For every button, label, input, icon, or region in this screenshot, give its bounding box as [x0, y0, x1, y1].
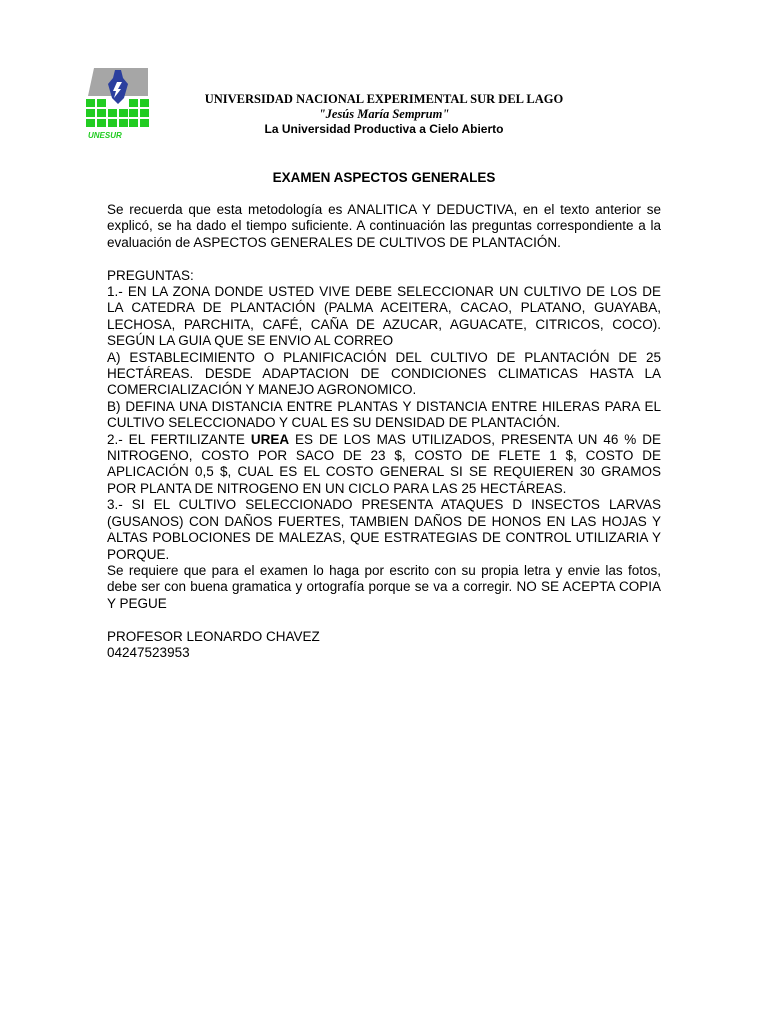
question-2	[107, 432, 661, 498]
question-3: 3.- SI EL CULTIVO SELECCIONADO PRESENTA ATAQUES D INSECTOS LARVAS (GUSANOS) CON DAÑOS FUERTES, TAMBIEN DAÑOS DE HONOS EN LAS HOJAS Y ALTAS POBLOCIONES DE MALEZAS, QUE ESTRATEGIAS DE CONTROL UTILIZARIA Y PORQUE.	[107, 497, 661, 562]
university-slogan: La Universidad Productiva a Cielo Abierto	[264, 122, 504, 136]
questions-heading: PREGUNTAS:	[107, 267, 194, 283]
question-1: 1.- EN LA ZONA DONDE USTED VIVE DEBE SELECCIONAR UN CULTIVO DE LOS DE LA CATEDRA DE PLANTACIÓN (PALMA ACEITERA, CACAO, PLATANO, GUAYABA, LECHOSA, PARCHITA, CAFÉ, CAÑA DE AZUCAR, AGUACATE, CITRICOS, COCO). SEGÚN LA GUIA QUE SE ENVIO AL CORREO	[107, 284, 661, 349]
spacer	[107, 251, 661, 267]
letterhead	[160, 92, 608, 137]
professor-name: PROFESOR LEONARDO CHAVEZ	[107, 628, 320, 644]
logo-wordmark: UNESUR	[88, 131, 122, 140]
question-1a: A) ESTABLECIMIENTO O PLANIFICACIÓN DEL CULTIVO DE PLANTACIÓN DE 25 HECTÁREAS. DESDE ADAPTACION DE CONDICIONES CLIMATICAS HASTA LA COMERCIALIZACIÓN Y MANEJO AGRONOMICO.	[107, 349, 661, 398]
university-honoree: "Jesús María Semprum"	[318, 107, 450, 121]
question-2-intro: 2.- EL FERTILIZANTE	[107, 431, 251, 447]
question-2-rest: ES DE LOS MAS UTILIZADOS, PRESENTA UN 46 % DE NITROGENO, COSTO POR SACO DE 23 $, COSTO DE FLETE 1 $, COSTO DE APLICACIÓN 0,5 $, CUAL ES EL COSTO GENERAL SI SE REQUIEREN 30 GRAMOS POR PLANTA DE NITROGENO EN UN CICLO PARA LAS 25 HECTÁREAS.	[107, 431, 661, 496]
exam-title: EXAMEN ASPECTOS GENERALES	[272, 170, 496, 185]
university-name: UNIVERSIDAD NACIONAL EXPERIMENTAL SUR DEL LAGO	[204, 92, 564, 106]
question-2-fertilizer: UREA	[250, 431, 290, 447]
instructions-paragraph: Se requiere que para el examen lo haga por escrito con su propia letra y envie las fotos, debe ser con buena gramatica y ortografía porque se va a corregir. NO SE ACEPTA COPIA Y PEGUE	[107, 562, 661, 611]
question-1b: B) DEFINA UNA DISTANCIA ENTRE PLANTAS Y DISTANCIA ENTRE HILERAS PARA EL CULTIVO SELECCIONADO Y CUAL ES SU DENSIDAD DE PLANTACIÓN.	[107, 398, 661, 431]
intro-paragraph: Se recuerda que esta metodología es ANALITICA Y DEDUCTIVA, en el texto anterior se explicó, se ha dado el tiempo suficiente. A continuación las preguntas correspondiente a la evaluación de ASPECTOS GENERALES DE CULTIVOS DE PLANTACIÓN.	[107, 202, 661, 250]
spacer	[107, 612, 661, 628]
professor-phone: 04247523953	[107, 644, 190, 660]
university-logo	[84, 68, 150, 140]
exam-body	[107, 202, 661, 661]
